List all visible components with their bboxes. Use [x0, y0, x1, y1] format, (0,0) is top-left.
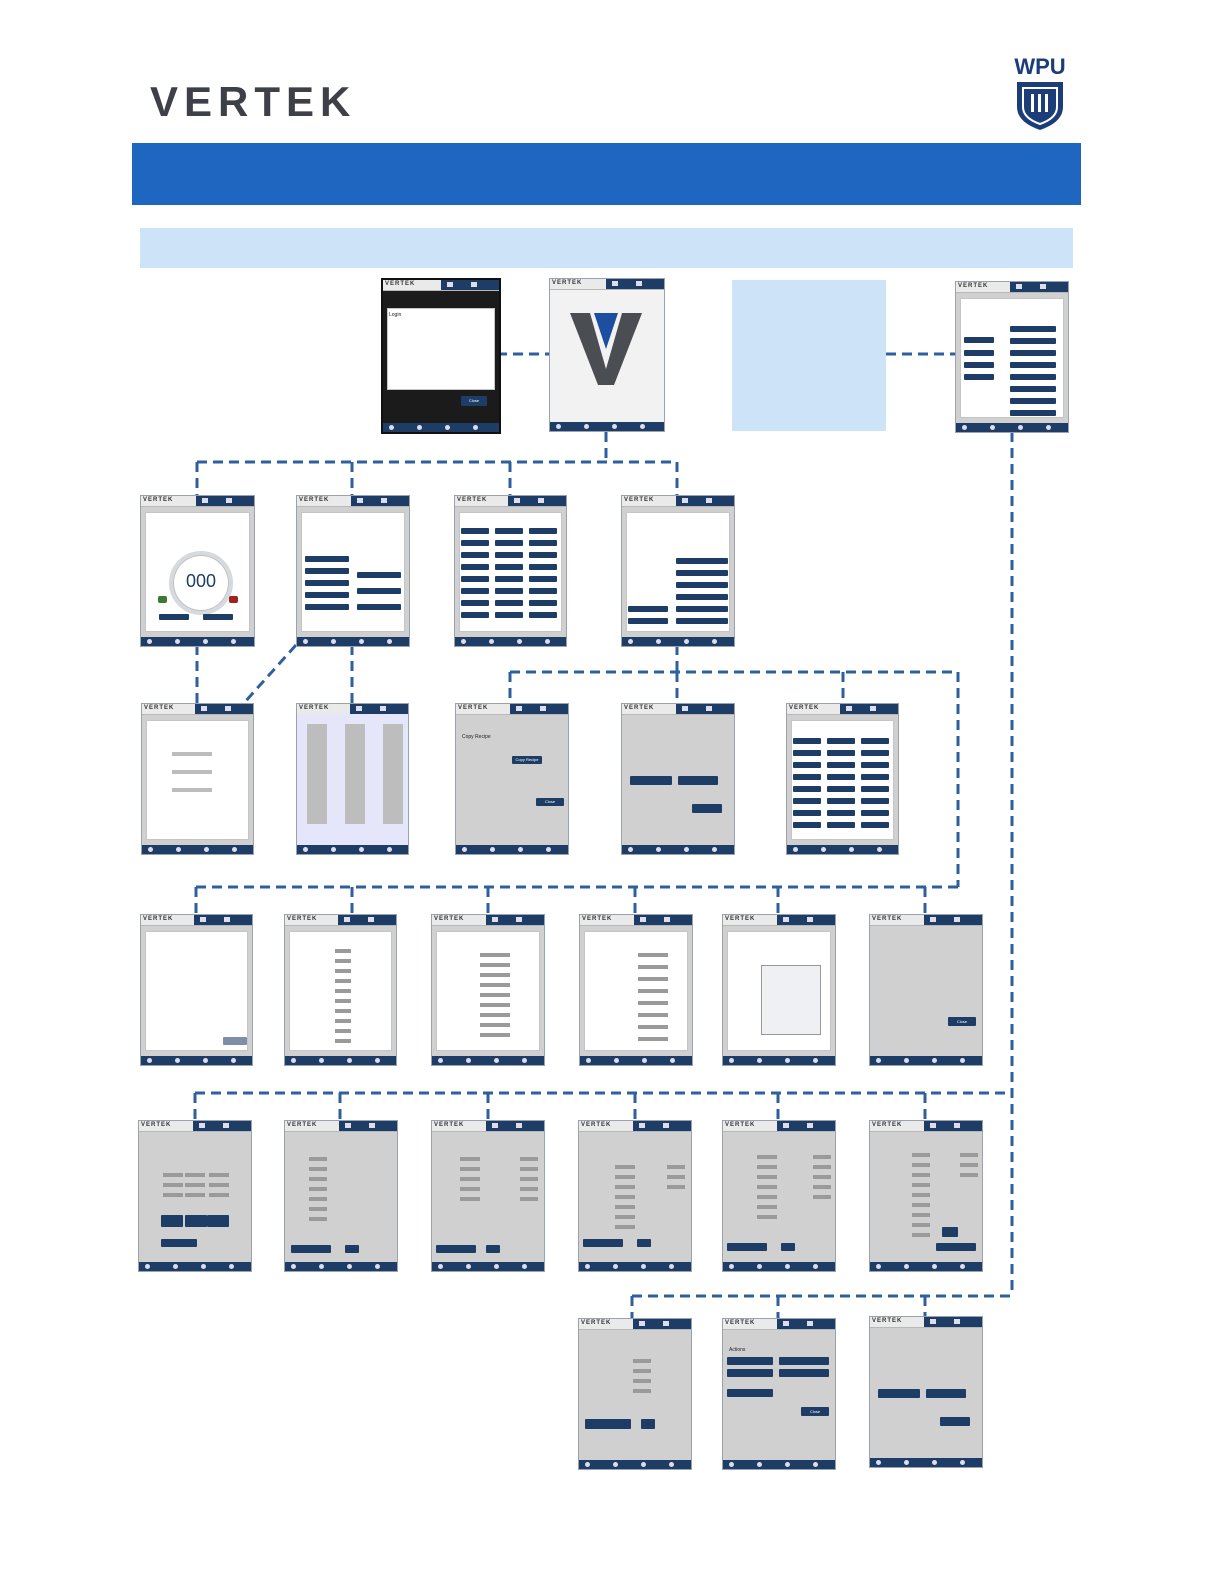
blank-note-panel	[732, 280, 886, 431]
copy-recipe-button[interactable]: Copy Recipe	[512, 756, 542, 764]
screen-actions: VERTEK Actions Close	[722, 1318, 836, 1470]
vertek-v-logo	[568, 307, 644, 387]
title-band	[132, 143, 1081, 205]
screen-load-defaults-confirm-2: VERTEK	[869, 1316, 983, 1468]
speed-gauge: 000	[169, 551, 233, 615]
screen-input-assignment-1: VERTEK	[722, 1120, 836, 1272]
screen-output-assignment-3: VERTEK	[578, 1120, 692, 1272]
screen-io-status: VERTEK	[296, 703, 409, 855]
login-title: Login	[389, 312, 402, 318]
screen-diagnostics: VERTEK	[454, 495, 567, 647]
screen-copy-recipe: VERTEK Copy Recipe Copy Recipe Close	[455, 703, 569, 855]
wpu-text: WPU	[1014, 54, 1066, 79]
copy-recipe-title: Copy Recipe	[462, 734, 491, 740]
screen-temperature: VERTEK	[141, 703, 254, 855]
screen-main-parameters: VERTEK	[140, 914, 253, 1066]
screen-input-assignment-2: VERTEK	[869, 1120, 983, 1272]
screen-test: VERTEK	[296, 495, 410, 647]
cycle-firing-close-button[interactable]: Close	[948, 1017, 976, 1026]
vertek-logo: VERTEK	[150, 78, 357, 125]
screen-seal-parameters: VERTEK	[138, 1120, 252, 1272]
screen-cycle-firing: VERTEK	[722, 914, 836, 1066]
actions-close-button[interactable]: Close	[801, 1407, 829, 1416]
login-close-button[interactable]: Close	[461, 396, 487, 406]
copy-recipe-close-button[interactable]: Close	[536, 798, 564, 806]
actions-title: Actions	[729, 1347, 746, 1353]
screen-option-timers-2: VERTEK	[579, 914, 693, 1066]
screen-cycle-firing-help: VERTEK Close	[869, 914, 983, 1066]
screen-operate: VERTEK 000	[140, 495, 255, 647]
screen-main-timers: VERTEK	[284, 914, 397, 1066]
screen-output-assignment-2: VERTEK	[431, 1120, 545, 1272]
screen-option-timers-1: VERTEK	[431, 914, 545, 1066]
screen-load-defaults-confirm: VERTEK	[621, 703, 735, 855]
subtitle-band	[140, 228, 1073, 268]
screen-input-assignment-3: VERTEK	[578, 1318, 692, 1470]
wpu-shield-logo	[1005, 52, 1075, 132]
screen-login: VERTEK Login Close	[381, 278, 501, 434]
screen-splash: VERTEK	[549, 278, 665, 432]
screen-recipe-settings: VERTEK	[621, 495, 735, 647]
screen-settings: VERTEK	[955, 281, 1069, 433]
screen-output-assignment-1: VERTEK	[284, 1120, 398, 1272]
screen-options: VERTEK	[786, 703, 899, 855]
